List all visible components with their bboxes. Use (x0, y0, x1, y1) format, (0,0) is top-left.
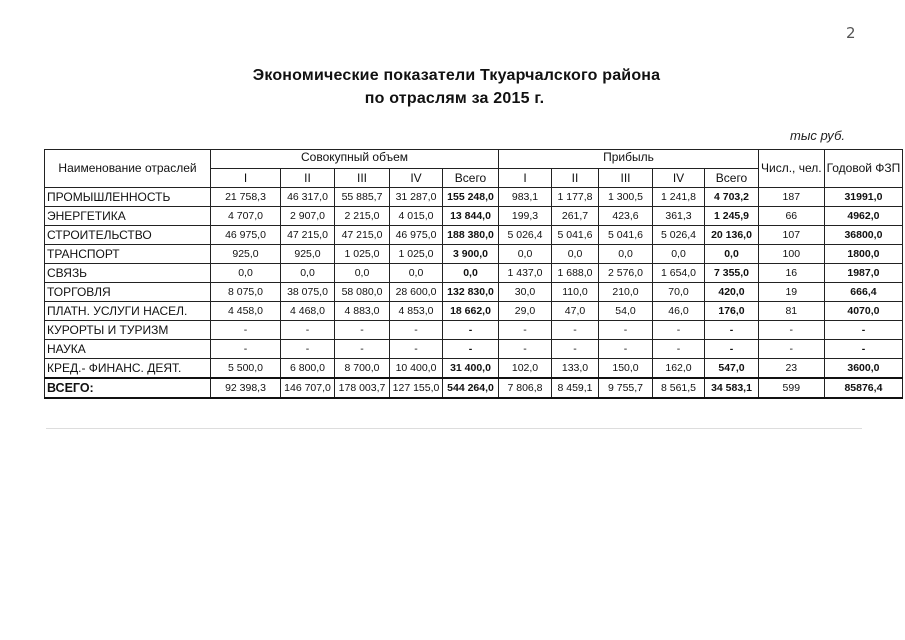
headcount-cell: 100 (759, 245, 825, 264)
table-row (45, 264, 903, 283)
profit-cell: 0,0 (599, 245, 653, 264)
table-row (45, 283, 903, 302)
profit-cell: - (499, 321, 552, 340)
volume-cell: 46 975,0 (211, 226, 281, 245)
profit-total-cell: 420,0 (705, 283, 759, 302)
profit-cell: 8 459,1 (552, 378, 599, 398)
volume-cell: 28 600,0 (390, 283, 443, 302)
volume-cell: - (281, 340, 335, 359)
volume-cell: 31 287,0 (390, 188, 443, 207)
profit-cell: 0,0 (499, 245, 552, 264)
volume-cell: 4 458,0 (211, 302, 281, 321)
volume-total-cell: 3 900,0 (443, 245, 499, 264)
headcount-cell: - (759, 321, 825, 340)
profit-cell: 70,0 (653, 283, 705, 302)
profit-total-cell: - (705, 321, 759, 340)
profit-cell: 1 437,0 (499, 264, 552, 283)
volume-cell: 92 398,3 (211, 378, 281, 398)
volume-cell: 0,0 (390, 264, 443, 283)
wage-fund-cell: 4070,0 (824, 302, 903, 321)
profit-total-cell: 34 583,1 (705, 378, 759, 398)
volume-cell: 46 317,0 (281, 188, 335, 207)
volume-cell: 0,0 (281, 264, 335, 283)
profit-cell: 2 576,0 (599, 264, 653, 283)
volume-cell: 4 015,0 (390, 207, 443, 226)
profit-cell: 162,0 (653, 359, 705, 379)
volume-cell: 5 500,0 (211, 359, 281, 379)
header-volume-q2: II (281, 169, 335, 188)
header-volume-q1: I (211, 169, 281, 188)
volume-cell: 8 700,0 (335, 359, 390, 379)
wage-fund-cell: 1987,0 (824, 264, 903, 283)
volume-cell: - (335, 321, 390, 340)
volume-cell: 0,0 (335, 264, 390, 283)
faint-line (46, 428, 862, 429)
headcount-cell: 81 (759, 302, 825, 321)
profit-cell: 5 041,6 (599, 226, 653, 245)
profit-cell: 983,1 (499, 188, 552, 207)
volume-cell: 21 758,3 (211, 188, 281, 207)
headcount-cell: 187 (759, 188, 825, 207)
industry-name-cell: ПРОМЫШЛЕННОСТЬ (45, 188, 211, 207)
header-volume-q4: IV (390, 169, 443, 188)
volume-total-cell: 0,0 (443, 264, 499, 283)
unit-note: тыс руб. (790, 128, 846, 143)
volume-total-cell: 188 380,0 (443, 226, 499, 245)
volume-cell: 47 215,0 (281, 226, 335, 245)
volume-cell: - (281, 321, 335, 340)
profit-cell: 210,0 (599, 283, 653, 302)
volume-total-cell: - (443, 321, 499, 340)
volume-cell: 1 025,0 (390, 245, 443, 264)
table-row (45, 245, 903, 264)
volume-cell: 4 707,0 (211, 207, 281, 226)
profit-cell: 1 177,8 (552, 188, 599, 207)
header-profit: Прибыль (499, 150, 759, 169)
volume-total-cell: 155 248,0 (443, 188, 499, 207)
industry-name-cell: ТОРГОВЛЯ (45, 283, 211, 302)
profit-cell: 133,0 (552, 359, 599, 379)
profit-cell: - (499, 340, 552, 359)
wage-fund-cell: 31991,0 (824, 188, 903, 207)
profit-cell: 47,0 (552, 302, 599, 321)
table-row (45, 302, 903, 321)
profit-cell: 102,0 (499, 359, 552, 379)
industry-name-cell: ЭНЕРГЕТИКА (45, 207, 211, 226)
industry-name-cell: ПЛАТН. УСЛУГИ НАСЕЛ. (45, 302, 211, 321)
volume-cell: 38 075,0 (281, 283, 335, 302)
profit-cell: 1 688,0 (552, 264, 599, 283)
table-row (45, 340, 903, 359)
volume-cell: 925,0 (281, 245, 335, 264)
profit-total-cell: 1 245,9 (705, 207, 759, 226)
profit-cell: 46,0 (653, 302, 705, 321)
header-profit-q3: III (599, 169, 653, 188)
document-title: Экономические показатели Ткуарчалского района (252, 67, 661, 84)
header-industry-name: Наименование отраслей (45, 150, 211, 188)
profit-cell: 9 755,7 (599, 378, 653, 398)
profit-cell: 29,0 (499, 302, 552, 321)
volume-cell: 1 025,0 (335, 245, 390, 264)
table-row (45, 321, 903, 340)
volume-cell: 4 853,0 (390, 302, 443, 321)
profit-cell: 0,0 (653, 245, 705, 264)
volume-total-cell: 31 400,0 (443, 359, 499, 379)
table-body (45, 188, 903, 399)
volume-cell: 127 155,0 (390, 378, 443, 398)
economic-indicators-table (44, 149, 903, 399)
header-profit-q2: II (552, 169, 599, 188)
headcount-cell: 599 (759, 378, 825, 398)
volume-cell: 58 080,0 (335, 283, 390, 302)
profit-total-cell: 176,0 (705, 302, 759, 321)
volume-cell: 4 468,0 (281, 302, 335, 321)
volume-cell: 46 975,0 (390, 226, 443, 245)
profit-cell: 423,6 (599, 207, 653, 226)
profit-cell: 261,7 (552, 207, 599, 226)
header-profit-q4: IV (653, 169, 705, 188)
profit-cell: 7 806,8 (499, 378, 552, 398)
profit-total-cell: 20 136,0 (705, 226, 759, 245)
industry-name-cell: ТРАНСПОРТ (45, 245, 211, 264)
profit-cell: 8 561,5 (653, 378, 705, 398)
profit-total-cell: - (705, 340, 759, 359)
profit-cell: 110,0 (552, 283, 599, 302)
volume-cell: 2 907,0 (281, 207, 335, 226)
profit-cell: 30,0 (499, 283, 552, 302)
profit-total-cell: 4 703,2 (705, 188, 759, 207)
volume-cell: - (211, 340, 281, 359)
wage-fund-cell: 4962,0 (824, 207, 903, 226)
volume-cell: 55 885,7 (335, 188, 390, 207)
wage-fund-cell: 1800,0 (824, 245, 903, 264)
industry-name-cell: НАУКА (45, 340, 211, 359)
volume-cell: 4 883,0 (335, 302, 390, 321)
headcount-cell: 107 (759, 226, 825, 245)
wage-fund-cell: 3600,0 (824, 359, 903, 379)
table-row (45, 359, 903, 379)
table-row (45, 226, 903, 245)
volume-cell: - (390, 340, 443, 359)
headcount-cell: 23 (759, 359, 825, 379)
industry-name-cell: СВЯЗЬ (45, 264, 211, 283)
volume-cell: - (390, 321, 443, 340)
volume-cell: 47 215,0 (335, 226, 390, 245)
volume-cell: - (335, 340, 390, 359)
table-row (45, 188, 903, 207)
volume-cell: 8 075,0 (211, 283, 281, 302)
volume-total-cell: 18 662,0 (443, 302, 499, 321)
profit-cell: 1 300,5 (599, 188, 653, 207)
volume-total-cell: - (443, 340, 499, 359)
profit-total-cell: 547,0 (705, 359, 759, 379)
profit-total-cell: 7 355,0 (705, 264, 759, 283)
volume-cell: 925,0 (211, 245, 281, 264)
volume-cell: 178 003,7 (335, 378, 390, 398)
profit-cell: 361,3 (653, 207, 705, 226)
profit-cell: - (653, 340, 705, 359)
volume-cell: 0,0 (211, 264, 281, 283)
header-volume-q3: III (335, 169, 390, 188)
header-headcount: Числ., чел. (759, 150, 825, 188)
volume-total-cell: 13 844,0 (443, 207, 499, 226)
page-number: 2 (846, 24, 856, 42)
headcount-cell: 66 (759, 207, 825, 226)
table-row (45, 207, 903, 226)
industry-name-cell: ВСЕГО: (45, 378, 211, 398)
profit-cell: - (599, 321, 653, 340)
profit-cell: 1 654,0 (653, 264, 705, 283)
profit-cell: 54,0 (599, 302, 653, 321)
industry-name-cell: КРЕД.- ФИНАНС. ДЕЯТ. (45, 359, 211, 379)
header-annual-wage-fund: Годовой ФЗП (824, 150, 903, 188)
industry-name-cell: СТРОИТЕЛЬСТВО (45, 226, 211, 245)
profit-cell: 199,3 (499, 207, 552, 226)
profit-cell: 0,0 (552, 245, 599, 264)
volume-total-cell: 132 830,0 (443, 283, 499, 302)
profit-cell: 1 241,8 (653, 188, 705, 207)
profit-cell: - (552, 321, 599, 340)
volume-cell: 2 215,0 (335, 207, 390, 226)
wage-fund-cell: 36800,0 (824, 226, 903, 245)
header-total-volume: Совокупный объем (211, 150, 499, 169)
headcount-cell: - (759, 340, 825, 359)
volume-cell: 6 800,0 (281, 359, 335, 379)
profit-cell: 5 041,6 (552, 226, 599, 245)
volume-cell: - (211, 321, 281, 340)
header-profit-total: Всего (705, 169, 759, 188)
profit-total-cell: 0,0 (705, 245, 759, 264)
headcount-cell: 19 (759, 283, 825, 302)
profit-cell: - (552, 340, 599, 359)
header-profit-q1: I (499, 169, 552, 188)
volume-cell: 10 400,0 (390, 359, 443, 379)
wage-fund-cell: - (824, 340, 903, 359)
profit-cell: - (599, 340, 653, 359)
volume-cell: 146 707,0 (281, 378, 335, 398)
industry-name-cell: КУРОРТЫ И ТУРИЗМ (45, 321, 211, 340)
header-volume-total: Всего (443, 169, 499, 188)
profit-cell: - (653, 321, 705, 340)
profit-cell: 5 026,4 (499, 226, 552, 245)
wage-fund-cell: 85876,4 (824, 378, 903, 398)
table-total-row (45, 378, 903, 398)
profit-cell: 5 026,4 (653, 226, 705, 245)
volume-total-cell: 544 264,0 (443, 378, 499, 398)
headcount-cell: 16 (759, 264, 825, 283)
wage-fund-cell: - (824, 321, 903, 340)
document-subtitle: по отраслям за 2015 г. (364, 90, 545, 107)
profit-cell: 150,0 (599, 359, 653, 379)
wage-fund-cell: 666,4 (824, 283, 903, 302)
